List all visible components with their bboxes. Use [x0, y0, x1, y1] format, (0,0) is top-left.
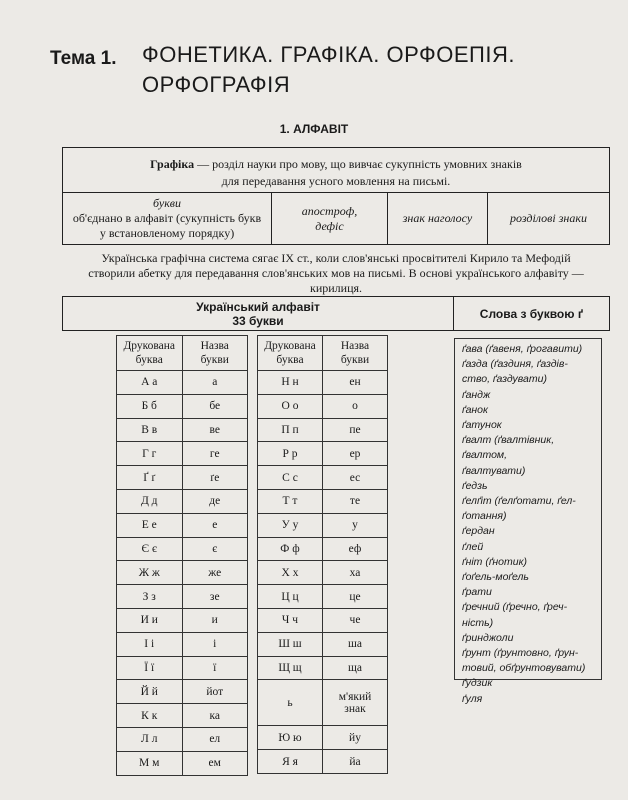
- table-row: [258, 632, 388, 656]
- table-row: [117, 537, 248, 561]
- list-item: товий, обґрунтовувати): [462, 662, 586, 675]
- table-cell: ха: [323, 561, 388, 585]
- table-cell: ґе: [182, 466, 248, 490]
- list-item: ґотання): [462, 510, 507, 523]
- table-cell: те: [323, 489, 388, 513]
- table-cell: Щ щ: [258, 656, 323, 680]
- list-item: ґвалтом,: [462, 449, 508, 462]
- list-item: ґвалт (ґвалтівник,: [462, 434, 555, 447]
- list-item: ґлей: [462, 540, 484, 553]
- table-row: [258, 585, 388, 609]
- table-cell: К к: [117, 704, 183, 728]
- table-cell: йот: [182, 680, 248, 704]
- table-cell: Є є: [117, 537, 183, 561]
- table-row: [258, 656, 388, 680]
- list-item: ство, ґаздувати): [462, 373, 547, 386]
- table-cell: Р р: [258, 442, 323, 466]
- list-item: ґринджоли: [462, 631, 514, 644]
- table-cell: є: [182, 537, 248, 561]
- table-cell: ка: [182, 704, 248, 728]
- topic-title: [142, 40, 515, 100]
- section-heading: 1. АЛФАВІТ: [279, 122, 349, 136]
- table-cell: же: [182, 561, 248, 585]
- table-cell: Ч ч: [258, 608, 323, 632]
- table-cell: ве: [182, 418, 248, 442]
- list-item: ґніт (ґнотик): [462, 555, 528, 568]
- table-cell: Д д: [117, 489, 183, 513]
- table-row: [258, 537, 388, 561]
- header-printed-letter: Друкована буква: [258, 336, 323, 371]
- topic-title-line-1: ФОНЕТИКА. ГРАФІКА. ОРФОЕПІЯ.: [142, 42, 515, 67]
- table-cell: зе: [182, 585, 248, 609]
- list-item: ґава (ґавеня, ґрогавити): [462, 343, 583, 355]
- table-cell: е: [182, 513, 248, 537]
- table-cell: у: [323, 513, 388, 537]
- table-cell: йа: [323, 750, 388, 774]
- list-item: ґанок: [462, 403, 488, 416]
- table-row: [117, 466, 248, 490]
- list-item: ність): [462, 616, 494, 629]
- table-row: [117, 608, 248, 632]
- categories-row: [62, 193, 610, 245]
- table-cell: У у: [258, 513, 323, 537]
- list-item: ґатунок: [462, 419, 502, 432]
- table-row: [117, 513, 248, 537]
- table-cell: Г г: [117, 442, 183, 466]
- category-letters: букви об'єднано в алфавіт (сукупність букв у встановленому порядку): [62, 193, 272, 245]
- table-row: [117, 727, 248, 751]
- list-item: ґудзик: [462, 677, 493, 690]
- table-row: [117, 680, 248, 704]
- table-row: [117, 561, 248, 585]
- table-cell: О о: [258, 394, 323, 418]
- table-cell: і: [182, 632, 248, 656]
- table-cell: ь: [258, 680, 323, 726]
- table-row: [258, 418, 388, 442]
- intro-paragraph: Українська графічна система сягає IX ст., коли слов'янські просвітителі Кирило та Мефодій створили абетку для передавання слов'янських мов на письмі. В основі українського алфавіту — кирилиця.: [88, 251, 584, 295]
- table-cell: ел: [182, 727, 248, 751]
- table-row: [117, 394, 248, 418]
- table-cell: Ї ї: [117, 656, 183, 680]
- list-item: ґердан: [462, 525, 495, 538]
- table-row: [258, 750, 388, 774]
- table-row: [258, 371, 388, 395]
- table-row: [117, 489, 248, 513]
- table-row: [258, 680, 388, 726]
- table-cell: че: [323, 608, 388, 632]
- words-title-cell: Слова з буквою ґ: [454, 296, 610, 331]
- category-apostrophe: апостроф, дефіс: [272, 193, 388, 245]
- table-cell: Б б: [117, 394, 183, 418]
- table-cell: пе: [323, 418, 388, 442]
- table-row: [258, 608, 388, 632]
- table-row: [117, 751, 248, 775]
- table-row: [258, 466, 388, 490]
- list-item: ґрунт (ґрунтовно, ґрун-: [462, 647, 579, 660]
- table-row: [117, 632, 248, 656]
- letters-table-right: [257, 335, 388, 774]
- table-cell: А а: [117, 371, 183, 395]
- table-row: [117, 371, 248, 395]
- table-cell: ен: [323, 371, 388, 395]
- table-cell: Ф ф: [258, 537, 323, 561]
- table-row: [117, 656, 248, 680]
- table-cell: йу: [323, 726, 388, 750]
- list-item: ґандж: [462, 388, 491, 401]
- table-row: [258, 442, 388, 466]
- definition-text: — розділ науки про мову, що вивчає сукупність умовних знаків: [194, 157, 522, 171]
- list-item: ґедзь: [462, 479, 488, 492]
- category-stress: знак наголосу: [388, 193, 488, 245]
- table-cell: ша: [323, 632, 388, 656]
- table-cell: де: [182, 489, 248, 513]
- table-cell: Ш ш: [258, 632, 323, 656]
- definition-text-line-2: для передавання усного мовлення на письмі.: [221, 174, 451, 188]
- table-row: [117, 418, 248, 442]
- words-with-g-list: [454, 338, 602, 705]
- definition-box: [62, 147, 610, 193]
- table-row: [258, 394, 388, 418]
- table-row: [258, 513, 388, 537]
- table-cell: и: [182, 608, 248, 632]
- letters-table-left: [116, 335, 248, 776]
- table-row: [117, 704, 248, 728]
- table-row: [258, 561, 388, 585]
- header-letter-name: Назва букви: [323, 336, 388, 371]
- list-item: ґречний (ґречно, ґреч-: [462, 601, 568, 614]
- definition-term: Графіка: [150, 157, 195, 171]
- table-cell: ї: [182, 656, 248, 680]
- list-item: ґвалтувати): [462, 464, 526, 477]
- table-cell: И и: [117, 608, 183, 632]
- table-cell: Ц ц: [258, 585, 323, 609]
- table-cell: Й й: [117, 680, 183, 704]
- alphabet-header: [62, 296, 610, 331]
- table-cell: Ж ж: [117, 561, 183, 585]
- table-cell: М м: [117, 751, 183, 775]
- table-cell: С с: [258, 466, 323, 490]
- list-item: ґрати: [462, 586, 492, 599]
- list-item: ґазда (ґаздиня, ґаздів-: [462, 358, 568, 371]
- table-cell: ер: [323, 442, 388, 466]
- table-cell: Л л: [117, 727, 183, 751]
- table-cell: еф: [323, 537, 388, 561]
- table-cell: І і: [117, 632, 183, 656]
- category-punctuation: розділові знаки: [488, 193, 610, 245]
- table-cell: м'який знак: [323, 680, 388, 726]
- table-cell: це: [323, 585, 388, 609]
- list-item: ґелґіт (ґелґотати, ґел-: [462, 495, 576, 508]
- list-item: ґоґель-моґель: [462, 571, 529, 584]
- table-cell: Е е: [117, 513, 183, 537]
- table-cell: Ю ю: [258, 726, 323, 750]
- table-cell: ем: [182, 751, 248, 775]
- table-cell: Я я: [258, 750, 323, 774]
- table-cell: ге: [182, 442, 248, 466]
- table-cell: о: [323, 394, 388, 418]
- table-cell: П п: [258, 418, 323, 442]
- header-printed-letter: Друкована буква: [117, 336, 183, 371]
- table-cell: а: [182, 371, 248, 395]
- table-cell: ща: [323, 656, 388, 680]
- table-row: [258, 489, 388, 513]
- table-row: [117, 442, 248, 466]
- table-cell: бе: [182, 394, 248, 418]
- topic-title-line-2: ОРФОГРАФІЯ: [142, 72, 291, 97]
- alphabet-title-cell: Український алфавіт 33 букви: [62, 296, 454, 331]
- table-cell: Н н: [258, 371, 323, 395]
- table-cell: Х х: [258, 561, 323, 585]
- list-item: ґуля: [462, 692, 483, 705]
- table-cell: З з: [117, 585, 183, 609]
- table-cell: ес: [323, 466, 388, 490]
- table-cell: В в: [117, 418, 183, 442]
- header-letter-name: Назва букви: [182, 336, 248, 371]
- table-cell: Т т: [258, 489, 323, 513]
- table-row: [258, 726, 388, 750]
- topic-label: Тема 1.: [50, 48, 117, 69]
- table-cell: Ґ ґ: [117, 466, 183, 490]
- table-row: [117, 585, 248, 609]
